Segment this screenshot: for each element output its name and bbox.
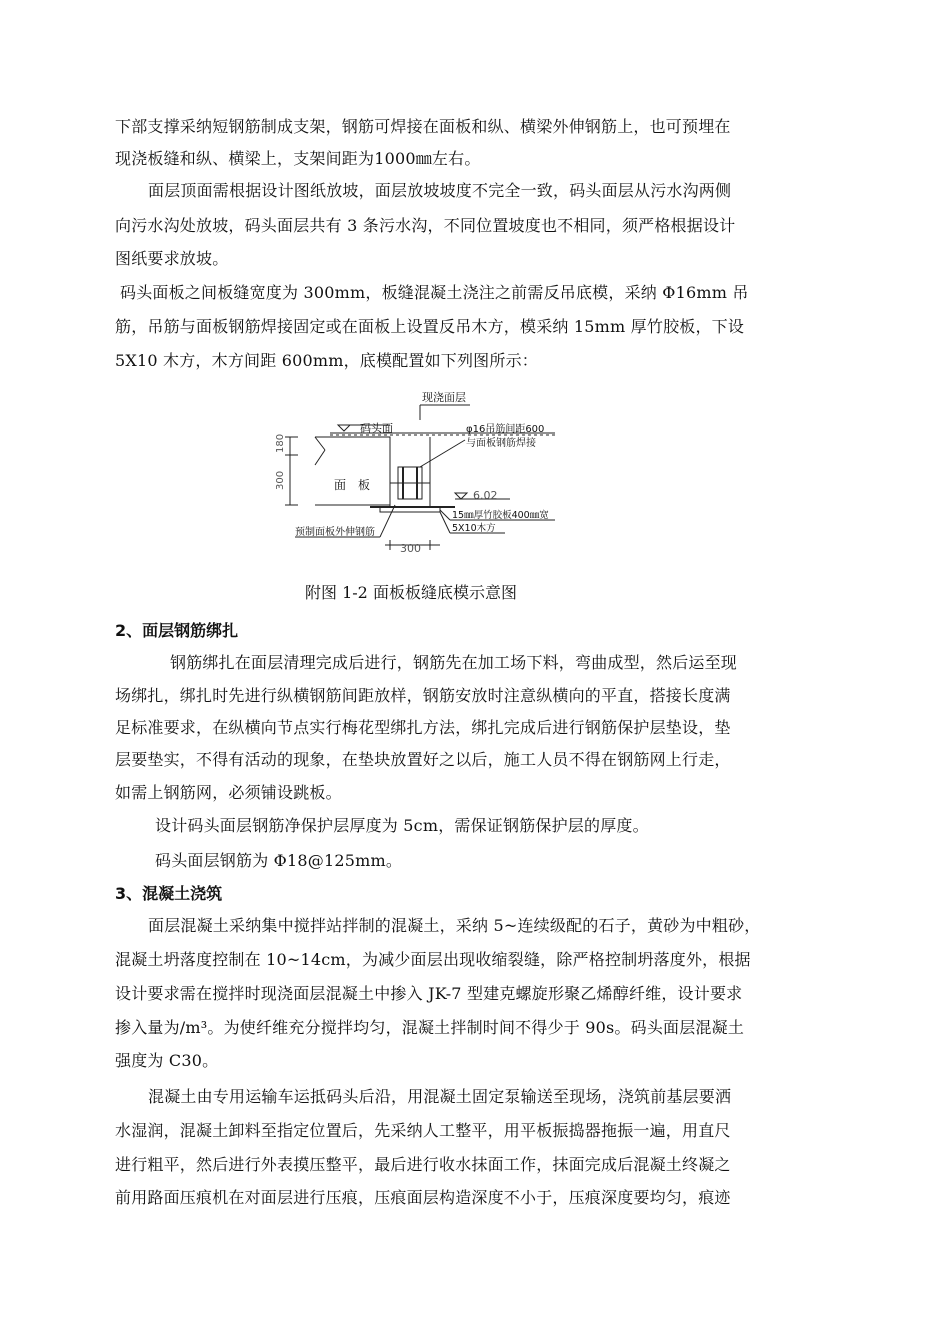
label-top-layer: 现浇面层 [422,391,466,404]
label-panel: 面 板 [334,478,371,492]
formwork-diagram [270,385,570,560]
text-line: 钢筋绑扎在面层清理完成后进行，钢筋先在加工场下料，弯曲成型，然后运至现 [170,653,738,672]
text-line: 面层混凝土采纳集中搅拌站拌制的混凝土，采纳 5~连续级配的石子，黄砂为中粗砂， [148,916,761,935]
label-elevation: 6.02 [473,489,498,502]
label-timber: 5X10木方 [452,523,496,534]
text-line: 码头面层钢筋为 Φ18@125mm。 [155,851,403,870]
text-line: 下部支撑采纳短钢筋制成支架，钢筋可焊接在面板和纵、横梁外伸钢筋上，也可预埋在 [115,117,731,136]
text-line: 向污水沟处放坡，码头面层共有 3 条污水沟，不同位置坡度也不相同，须严格根据设计 [115,216,736,235]
text-line: 码头面板之间板缝宽度为 300mm，板缝混凝土浇注之前需反吊底模，采纳 Φ16mm 吊 [120,283,749,302]
formwork-diagram-svg [270,385,570,560]
elevation-triangle [338,425,350,431]
text-line: 设计要求需在搅拌时现浇面层混凝土中掺入 JK-7 型建克螺旋形聚乙烯醇纤维，设计要求 [115,984,743,1003]
elevation-triangle [455,493,467,499]
text-line: 水湿润，混凝土卸料至指定位置后，先采纳人工整平，用平板振捣器拖振一遍，用直尺 [115,1121,731,1140]
text-line: 筋，吊筋与面板钢筋焊接固定或在面板上设置反吊木方，模采纳 15mm 厚竹胶板，下设 [115,317,745,336]
text-line: 混凝土由专用运输车运抵码头后沿，用混凝土固定泵输送至现场，浇筑前基层要洒 [148,1087,732,1106]
text-line: 掺入量为/m³。为使纤维充分搅拌均匀，混凝土拌制时间不得少于 90s。码头面层混凝土 [115,1018,745,1037]
panel-left [315,437,390,505]
text-line: 强度为 C30。 [115,1051,219,1070]
text-line: 面层顶面需根据设计图纸放坡，面层放坡坡度不完全一致，码头面层从污水沟两侧 [148,181,732,200]
text-line: 图纸要求放坡。 [115,249,229,268]
label-dim-180: 180 [275,433,286,453]
text-line: 5X10 木方，木方间距 600mm，底模配置如下列图所示： [115,351,538,370]
label-dim-300: 300 [400,542,421,555]
text-line: 设计码头面层钢筋净保护层厚度为 5cm，需保证钢筋保护层的厚度。 [155,816,649,835]
label-hanger-weld: 与面板钢筋焊接 [466,438,536,449]
label-formwork: 15㎜厚竹胶板400㎜宽 [452,510,549,521]
label-wharf-surface: 码头面 [360,422,393,435]
text-line: 前用路面压痕机在对面层进行压痕，压痕面层构造深度不小于，压痕深度要均匀，痕迹 [115,1188,731,1207]
text-line: 场绑扎，绑扎时先进行纵横钢筋间距放样，钢筋安放时注意纵横向的平直，搭接长度满 [115,686,731,705]
text-line: 现浇板缝和纵、横梁上，支架间距为1000㎜左右。 [115,149,481,168]
text-line: 层要垫实，不得有活动的现象，在垫块放置好之以后，施工人员不得在钢筋网上行走， [115,750,731,769]
break-line [315,450,325,465]
section-heading: 2、面层钢筋绑扎 [115,621,239,640]
text-line: 混凝土坍落度控制在 10~14cm，为减少面层出现收缩裂缝，除严格控制坍落度外，根据 [115,950,751,969]
text-line: 足标准要求，在纵横向节点实行梅花型绑扎方法，绑扎完成后进行钢筋保护层垫设，垫 [115,718,731,737]
label-dim-300-vertical: 300 [275,470,286,490]
text-line: 进行粗平，然后进行外表摸压整平，最后进行收水抹面工作，抹面完成后混凝土终凝之 [115,1155,731,1174]
text-line: 如需上钢筋网，必须铺设跳板。 [115,783,342,802]
leader-line [380,505,395,537]
label-rebar: 预制面板外伸钢筋 [295,527,375,538]
label-hanger: φ16吊筋间距600 [466,424,545,435]
leader-line [420,440,465,467]
break-line [315,437,325,450]
section-heading: 3、混凝土浇筑 [115,884,223,903]
figure-caption: 附图 1-2 面板板缝底模示意图 [305,583,517,602]
